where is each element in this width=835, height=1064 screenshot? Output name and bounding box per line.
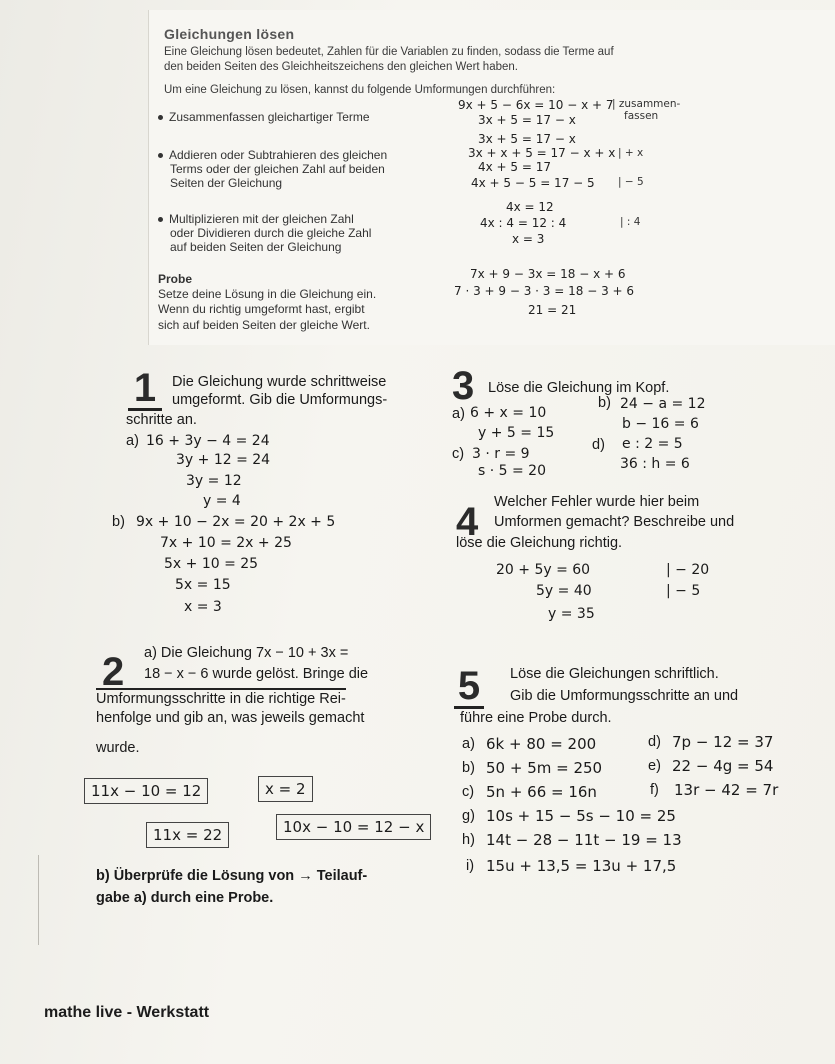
task-2-text-5: wurde.: [96, 740, 140, 756]
task-1-a-step: 16 + 3y − 4 = 24: [146, 433, 270, 449]
task-1-text-2: umgeformt. Gib die Umformungs-: [172, 392, 388, 408]
task-1-number: 1: [128, 368, 162, 411]
task-3-c-1: 3 · r = 9: [472, 446, 530, 462]
probe-line-1: Setze deine Lösung in die Gleichung ein.: [158, 287, 377, 301]
task-3-text: Löse die Gleichung im Kopf.: [488, 380, 670, 396]
rule-1-eq-2: 3x + 5 = 17 − x: [478, 113, 576, 127]
task-4-number: 4: [456, 500, 479, 544]
task-3-b-2: b − 16 = 6: [622, 416, 699, 432]
task-2-text-3: Umformungsschritte in die richtige Rei-: [96, 688, 346, 707]
task-5-label: d): [648, 734, 661, 750]
task-3-b-1: 24 − a = 12: [620, 396, 706, 412]
task-3-b-label: b): [598, 395, 611, 411]
task-1-b-step: 9x + 10 − 2x = 20 + 2x + 5: [136, 514, 336, 530]
rule-2-op-1: | + x: [618, 147, 644, 159]
task-3-d-1: e : 2 = 5: [622, 436, 683, 452]
rule-3-op: | : 4: [620, 216, 641, 228]
step-card[interactable]: 11x = 22: [146, 822, 229, 848]
task-3-a-2: y + 5 = 15: [478, 425, 555, 441]
task-2-b-line-1: b) Überprüfe die Lösung von → Teilauf-: [96, 868, 368, 884]
step-card[interactable]: x = 2: [258, 776, 313, 802]
rule-1-note-1: | zusammen-: [612, 98, 681, 110]
task-3-d-label: d): [592, 437, 605, 453]
rule-2-line-1: [158, 148, 387, 162]
rule-1-eq-1: 9x + 5 − 6x = 10 − x + 7: [458, 98, 614, 112]
task-1-text-1: Die Gleichung wurde schrittweise: [172, 374, 387, 390]
task-2-text-1: a) Die Gleichung 7x − 10 + 3x =: [144, 645, 349, 661]
definition-line-2: den beiden Seiten des Gleichheitszeichens den gleichen Wert haben.: [164, 61, 518, 73]
task-4-text-2: Umformen gemacht? Beschreibe und: [494, 514, 735, 530]
info-title: Gleichungen lösen: [164, 26, 295, 42]
rule-2-line-3: Seiten der Gleichung: [170, 176, 283, 190]
bullet-icon: [158, 115, 163, 120]
task-5-equation: 50 + 5m = 250: [486, 759, 603, 777]
task-5-equation: 15u + 13,5 = 13u + 17,5: [486, 857, 677, 875]
task-4-eq-2: 5y = 40: [536, 583, 592, 599]
task-5-equation: 5n + 66 = 16n: [486, 783, 597, 801]
task-3-number: 3: [452, 364, 475, 408]
rule-1-text: Zusammenfassen gleichartiger Terme: [169, 110, 370, 124]
task-1-b-step: x = 3: [184, 599, 222, 615]
probe-title: Probe: [158, 272, 193, 286]
task-1-b-step: 5x + 10 = 25: [164, 556, 259, 572]
task-4-op-1: | − 20: [666, 562, 710, 578]
task-3-c-label: c): [452, 446, 465, 462]
task-5-number: 5: [454, 666, 484, 709]
rule-3-text-1: Multiplizieren mit der gleichen Zahl: [169, 212, 354, 226]
definition-line-1: Eine Gleichung lösen bedeutet, Zahlen für die Variablen zu finden, sodass die Terme auf: [164, 46, 614, 58]
task-4-eq-3: y = 35: [548, 606, 595, 622]
task-2-number: 2: [102, 650, 125, 694]
task-1-b-step: 7x + 10 = 2x + 25: [160, 535, 292, 551]
rule-1: [158, 110, 370, 124]
footer-brand: mathe live - Werkstatt: [44, 1004, 210, 1021]
task-4-op-2: | − 5: [666, 583, 701, 599]
task-5-equation: 10s + 15 − 5s − 10 = 25: [486, 807, 676, 825]
task-5-text-2: Gib die Umformungsschritte an und: [510, 688, 739, 704]
task-4-text-3: löse die Gleichung richtig.: [456, 535, 623, 551]
rule-2-line-2: Terms oder der gleichen Zahl auf beiden: [170, 162, 385, 176]
task-5-label: b): [462, 760, 475, 776]
task-5-label: e): [648, 758, 661, 774]
rule-2-eq-3: 4x + 5 = 17: [478, 160, 552, 174]
rule-3-eq-3: x = 3: [512, 232, 545, 246]
task-5-equation: 13r − 42 = 7r: [674, 781, 779, 799]
task-5-text-3: führe eine Probe durch.: [460, 710, 612, 726]
task-1-a-step: 3y = 12: [186, 473, 242, 489]
probe-eq-3: 21 = 21: [528, 303, 577, 317]
task-4-eq-1: 20 + 5y = 60: [496, 562, 591, 578]
bullet-icon: [158, 217, 163, 222]
rule-3-eq-2: 4x : 4 = 12 : 4: [480, 216, 567, 230]
task-1-text-3: schritte an.: [126, 412, 197, 428]
rule-2-eq-4: 4x + 5 − 5 = 17 − 5: [471, 176, 595, 190]
bullet-icon: [158, 153, 163, 158]
task-3-c-2: s · 5 = 20: [478, 463, 546, 479]
rule-3-eq-1: 4x = 12: [506, 200, 554, 214]
task-2-b-line-2: gabe a) durch eine Probe.: [96, 890, 274, 906]
rule-3-line-2: oder Dividieren durch die gleiche Zahl: [170, 226, 372, 240]
task-5-label: c): [462, 784, 475, 800]
task-3-a-label: a): [452, 406, 465, 422]
margin-line: [38, 855, 39, 945]
probe-line-2: Wenn du richtig umgeformt hast, ergibt: [158, 302, 365, 316]
task-5-label: g): [462, 808, 475, 824]
task-1-a-label: a): [126, 433, 139, 449]
rule-3-line-1: [158, 212, 354, 226]
task-2-text-4: henfolge und gib an, was jeweils gemacht: [96, 710, 365, 726]
rule-3-line-3: auf beiden Seiten der Gleichung: [170, 240, 342, 254]
task-1-a-step: y = 4: [203, 493, 241, 509]
rule-2-eq-1: 3x + 5 = 17 − x: [478, 132, 576, 146]
probe-line-3: sich auf beiden Seiten der gleiche Wert.: [158, 318, 370, 332]
step-card[interactable]: 10x − 10 = 12 − x: [276, 814, 431, 840]
task-5-label: i): [466, 858, 475, 874]
intro-lead: Um eine Gleichung zu lösen, kannst du folgende Umformungen durchführen:: [164, 84, 556, 96]
task-5-equation: 6k + 80 = 200: [486, 735, 597, 753]
rule-1-note-2: fassen: [624, 110, 659, 122]
task-1-b-label: b): [112, 514, 125, 530]
task-5-equation: 7p − 12 = 37: [672, 733, 774, 751]
task-1-b-step: 5x = 15: [175, 577, 231, 593]
step-card[interactable]: 11x − 10 = 12: [84, 778, 208, 804]
task-5-label: a): [462, 736, 475, 752]
rule-2-eq-2: 3x + x + 5 = 17 − x + x: [468, 146, 616, 160]
task-2-text-2: 18 − x − 6 wurde gelöst. Bringe die: [144, 666, 369, 682]
task-4-text-1: Welcher Fehler wurde hier beim: [494, 494, 700, 510]
task-5-label: f): [650, 782, 659, 798]
task-1-a-step: 3y + 12 = 24: [176, 452, 271, 468]
task-5-equation: 14t − 28 − 11t − 19 = 13: [486, 831, 682, 849]
task-5-text-1: Löse die Gleichungen schriftlich.: [510, 666, 719, 682]
probe-eq-1: 7x + 9 − 3x = 18 − x + 6: [470, 267, 626, 281]
task-3-d-2: 36 : h = 6: [620, 456, 690, 472]
probe-eq-2: 7 · 3 + 9 − 3 · 3 = 18 − 3 + 6: [454, 284, 635, 298]
rule-2-text-1: Addieren oder Subtrahieren des gleichen: [169, 148, 388, 162]
task-5-label: h): [462, 832, 475, 848]
rule-2-op-2: | − 5: [618, 176, 644, 188]
task-5-equation: 22 − 4g = 54: [672, 757, 774, 775]
task-3-a-1: 6 + x = 10: [470, 405, 547, 421]
